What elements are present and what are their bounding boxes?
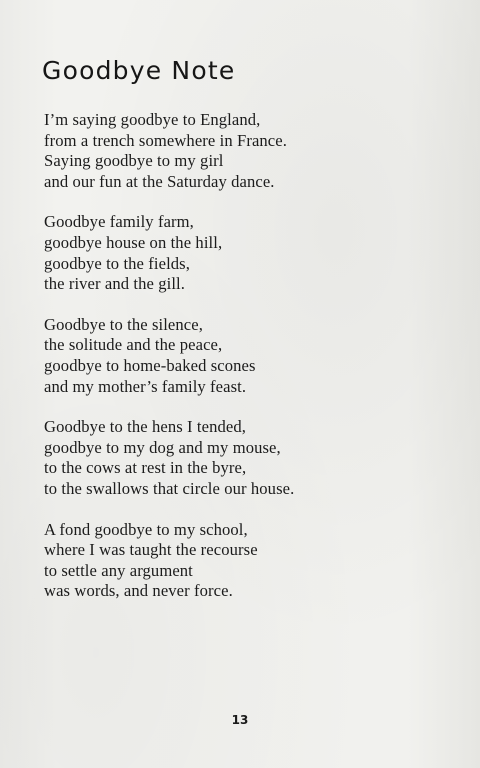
poem-line: and my mother’s family feast. xyxy=(44,376,247,396)
poem-line: and our fun at the Saturday dance. xyxy=(44,171,275,191)
poem-line: Goodbye to the hens I tended, xyxy=(44,417,246,437)
poem-line: where I was taught the recourse xyxy=(44,540,258,560)
stanza-3 xyxy=(44,315,294,397)
poem-body xyxy=(44,110,294,622)
poem-line: to settle any argument xyxy=(44,560,193,580)
poem-title: Goodbye Note xyxy=(42,56,236,85)
stanza-4 xyxy=(44,417,294,499)
poem-line: to the swallows that circle our house. xyxy=(44,478,295,498)
poem-line: A fond goodbye to my school, xyxy=(44,519,248,539)
poem-line: goodbye to home-baked scones xyxy=(44,355,256,375)
poem-line: goodbye house on the hill, xyxy=(44,232,223,252)
page-number: 13 xyxy=(231,713,249,727)
poem-line: the solitude and the peace, xyxy=(44,335,223,355)
stanza-2 xyxy=(44,212,294,294)
poem-line: Goodbye family farm, xyxy=(44,212,194,232)
stanza-5 xyxy=(44,520,294,602)
poem-line: to the cows at rest in the byre, xyxy=(44,458,247,478)
poem-line: was words, and never force. xyxy=(44,581,233,601)
poem-line: I’m saying goodbye to England, xyxy=(44,110,261,129)
poem-line: goodbye to my dog and my mouse, xyxy=(44,437,281,457)
poem-line: goodbye to the fields, xyxy=(44,253,190,273)
poem-line: Saying goodbye to my girl xyxy=(44,151,224,171)
poem-line: the river and the gill. xyxy=(44,274,185,294)
stanza-1 xyxy=(44,110,294,192)
poem-line: Goodbye to the silence, xyxy=(44,314,203,334)
poem-line: from a trench somewhere in France. xyxy=(44,130,287,150)
